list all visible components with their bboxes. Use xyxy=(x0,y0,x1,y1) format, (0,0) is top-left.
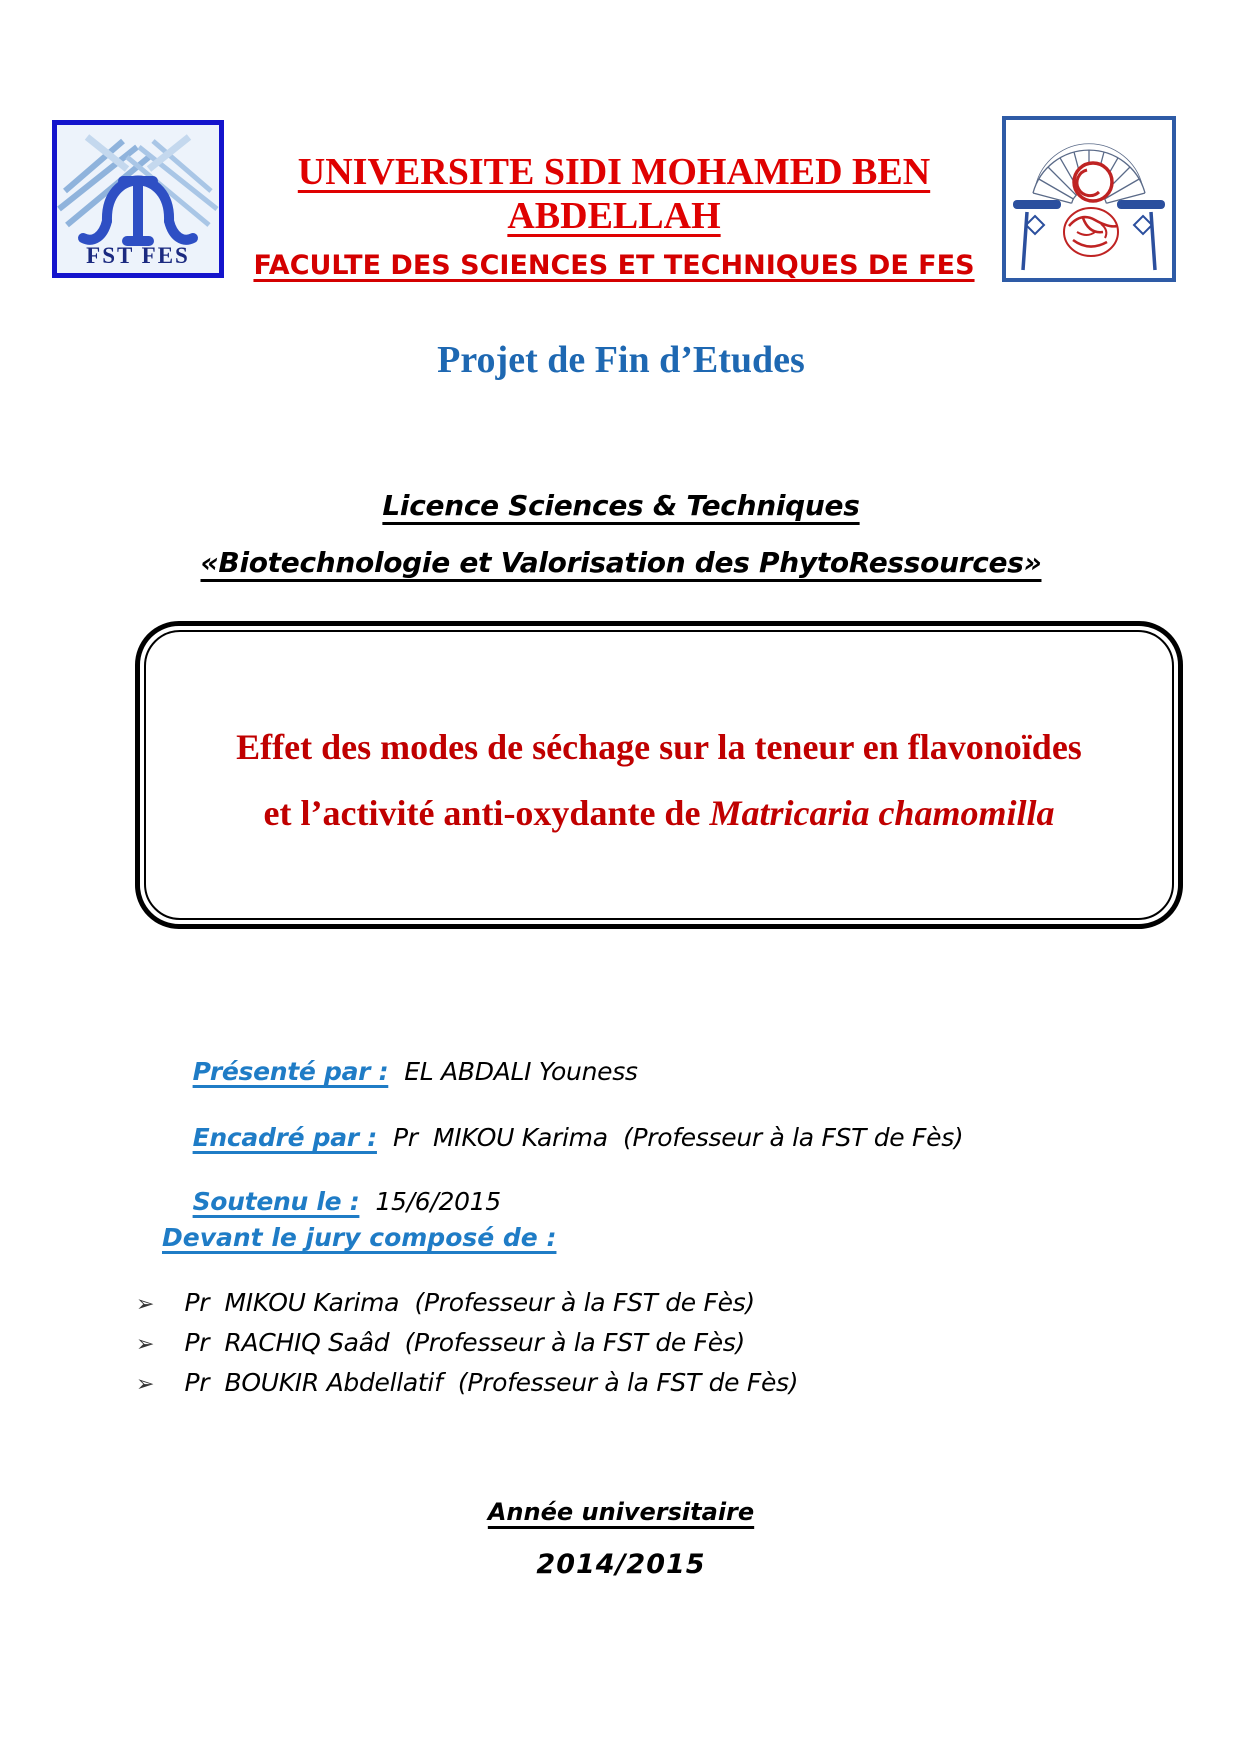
document-type-title: Projet de Fin d’Etudes xyxy=(437,339,805,381)
defense-date-value: 15/6/2015 xyxy=(375,1187,501,1216)
jury-member-name: Pr BOUKIR Abdellatif (Professeur à la FST de Fès) xyxy=(184,1368,799,1397)
program-title: «Biotechnologie et Valorisation des PhytoRessources» xyxy=(200,546,1042,579)
thesis-title-line1: Effet des modes de séchage sur la teneur en flavonoïdes xyxy=(236,727,1082,767)
thesis-title-box xyxy=(135,621,1183,929)
jury-heading: Devant le jury composé de : xyxy=(162,1223,557,1252)
arrow-bullet-icon: ➢ xyxy=(136,1372,155,1397)
presented-by-value: EL ABDALI Youness xyxy=(404,1057,638,1086)
supervisor-label: Encadré par : xyxy=(192,1123,377,1152)
jury-member-name: Pr RACHIQ Saâd (Professeur à la FST de Fès) xyxy=(184,1328,745,1357)
arrow-bullet-icon: ➢ xyxy=(136,1292,155,1317)
academic-year-value: 2014/2015 xyxy=(536,1549,706,1580)
faculty-name: FACULTE DES SCIENCES ET TECHNIQUES DE FES xyxy=(253,250,975,281)
fst-fes-logo-caption: FST FES xyxy=(86,243,190,268)
degree-title: Licence Sciences & Techniques xyxy=(382,489,860,522)
jury-member-row xyxy=(136,1368,798,1397)
thesis-title-line2: et l’activité anti-oxydante de Matricaria chamomilla xyxy=(263,793,1055,833)
usmba-seal-icon xyxy=(1002,116,1176,282)
university-name: UNIVERSITE SIDI MOHAMED BEN ABDELLAH xyxy=(297,151,931,237)
presented-by-label: Présenté par : xyxy=(192,1057,389,1086)
academic-year-label: Année universitaire xyxy=(487,1498,755,1526)
usmba-seal-graphic xyxy=(1006,120,1172,278)
supervisor-value: Pr MIKOU Karima (Professeur à la FST de Fès) xyxy=(392,1123,964,1152)
species-name: Matricaria chamomilla xyxy=(709,793,1055,833)
jury-list xyxy=(136,1288,798,1408)
thesis-title-box-inner xyxy=(144,630,1174,920)
jury-member-row xyxy=(136,1328,798,1357)
header xyxy=(228,150,1000,281)
arrow-bullet-icon: ➢ xyxy=(136,1332,155,1357)
jury-member-row xyxy=(136,1288,798,1317)
fst-fes-logo xyxy=(52,120,224,278)
defense-date-label: Soutenu le : xyxy=(192,1187,360,1216)
jury-member-name: Pr MIKOU Karima (Professeur à la FST de Fès) xyxy=(184,1288,755,1317)
